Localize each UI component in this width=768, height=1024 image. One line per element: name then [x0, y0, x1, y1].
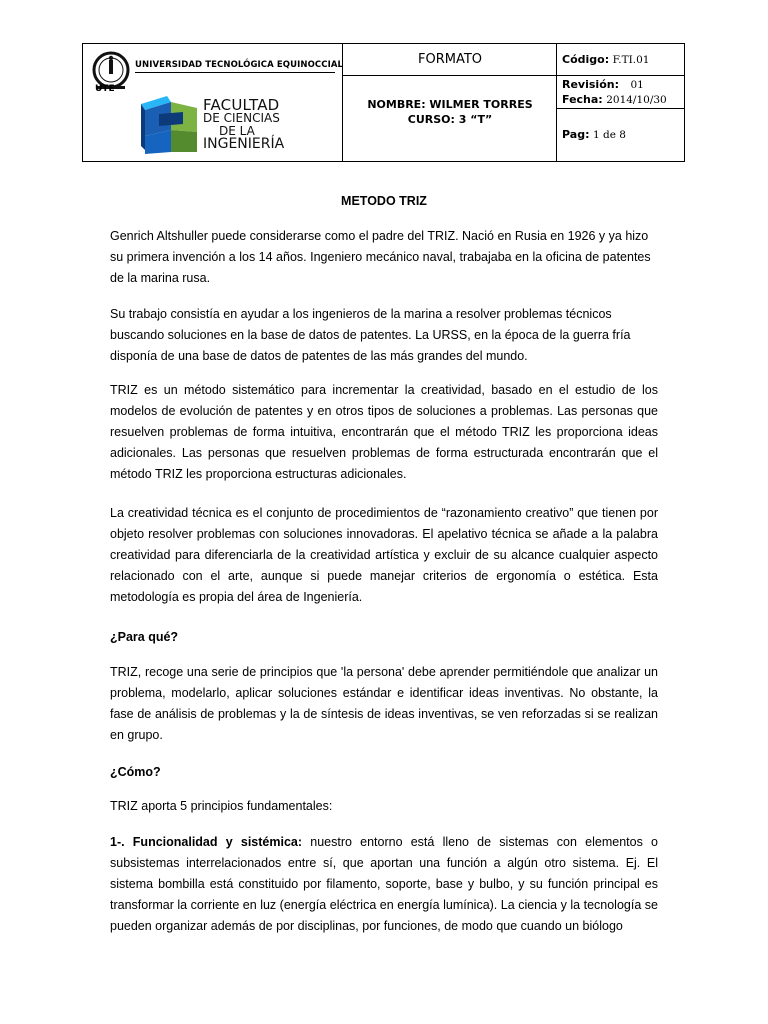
university-name: UNIVERSIDAD TECNOLÓGICA EQUINOCCIAL — [135, 60, 344, 70]
student-name: NOMBRE: WILMER TORRES — [367, 98, 533, 111]
faculty-name — [203, 98, 284, 151]
paragraph: TRIZ es un método sistemático para incrementar la creatividad, basado en el estudio de los modelos de evolución de patentes y en otros tipos de soluciones a problemas. Las personas que resuelven problemas de forma intuitiva, encontrarán que el método TRIZ les proporciona ideas adicionales. Las personas que resuelven problemas de forma estructurada encontrarán que el método TRIZ les proporciona estructuras adicionales. — [110, 383, 658, 481]
section-heading: ¿Para qué? — [110, 630, 179, 644]
code-field — [562, 53, 649, 66]
document-title: METODO TRIZ — [341, 194, 427, 208]
faculty-line: INGENIERÍA — [203, 136, 285, 152]
page-field — [562, 128, 626, 141]
date-value: 2014/10/30 — [606, 94, 667, 106]
paragraph: Genrich Altshuller puede considerarse como el padre del TRIZ. Nació en Rusia en 1926 y ya hizo su primera invención a los 14 años. Ingeniero mecánico naval, trabajaba en la oficina de patentes de la marina rusa. — [110, 229, 651, 285]
header-rule — [342, 75, 556, 76]
page-label: Pag: — [562, 128, 590, 141]
principle-title: 1-. Funcionalidad y sistémica: — [110, 835, 303, 849]
faculty-line: FACULTAD — [203, 96, 280, 114]
revision-value: 01 — [630, 79, 644, 91]
university-underline — [135, 72, 335, 73]
ute-abbrev: UTE — [95, 84, 115, 94]
revision-label: Revisión: — [562, 78, 619, 91]
code-label: Código: — [562, 53, 610, 66]
student-info — [343, 97, 557, 127]
paragraph — [110, 832, 658, 937]
date-label: Fecha: — [562, 93, 603, 106]
header-rule — [556, 108, 685, 109]
header-table — [82, 43, 685, 162]
faculty-line: DE CIENCIAS — [203, 111, 280, 125]
header-rule — [556, 75, 685, 76]
paragraph: TRIZ, recoge una serie de principios que 'la persona' debe aprender permitiéndole que analizar un problema, modelarlo, aplicar soluciones estándar e identificar ideas inventivas. No obstante, la fase de análisis de problemas y la de síntesis de ideas inventivas, se ven reforzadas si se realizan en grupo. — [110, 665, 658, 742]
faculty-cube-logo — [137, 94, 201, 156]
paragraph: La creatividad técnica es el conjunto de procedimientos de “razonamiento creativo” que tienen por objeto resolver problemas con soluciones innovadoras. El apelativo técnica se añade a la palabra creatividad para diferenciarla de la creatividad artística y excluir de su alcance cualquier aspecto relacionado con el arte, aunque si puede manejar criterios de ergonomía o estética. Esta metodología es propia del área de Ingeniería. — [110, 506, 658, 604]
section-heading: ¿Cómo? — [110, 765, 161, 779]
page-value: 1 de 8 — [592, 129, 626, 141]
format-title: FORMATO — [417, 52, 483, 67]
date-field — [562, 93, 667, 106]
code-value: F.TI.01 — [612, 54, 650, 66]
faculty-line: DE LA — [219, 124, 255, 138]
paragraph: TRIZ aporta 5 principios fundamentales: — [110, 799, 333, 813]
course: CURSO: 3 “T” — [407, 113, 493, 126]
principle-text: nuestro entorno está lleno de sistemas con elementos o subsistemas interrelacionados entre sí, que aportan una función a algún otro sistema. Ej. El sistema bombilla está constituido por filamento, soporte, base y bulbo, y su función principal es transformar la corriente en luz (energía eléctrica en energía lumínica). La ciencia y la tecnología se pueden organizar además de por disciplinas, por funciones, de modo que cuando un biólogo — [110, 835, 658, 933]
revision-field — [562, 78, 644, 91]
paragraph: Su trabajo consistía en ayudar a los ingenieros de la marina a resolver problemas técnicos buscando soluciones en la base de datos de patentes. La URSS, en la época de la guerra fría disponía de una base de datos de patentes de las más grandes del mundo. — [110, 307, 631, 363]
